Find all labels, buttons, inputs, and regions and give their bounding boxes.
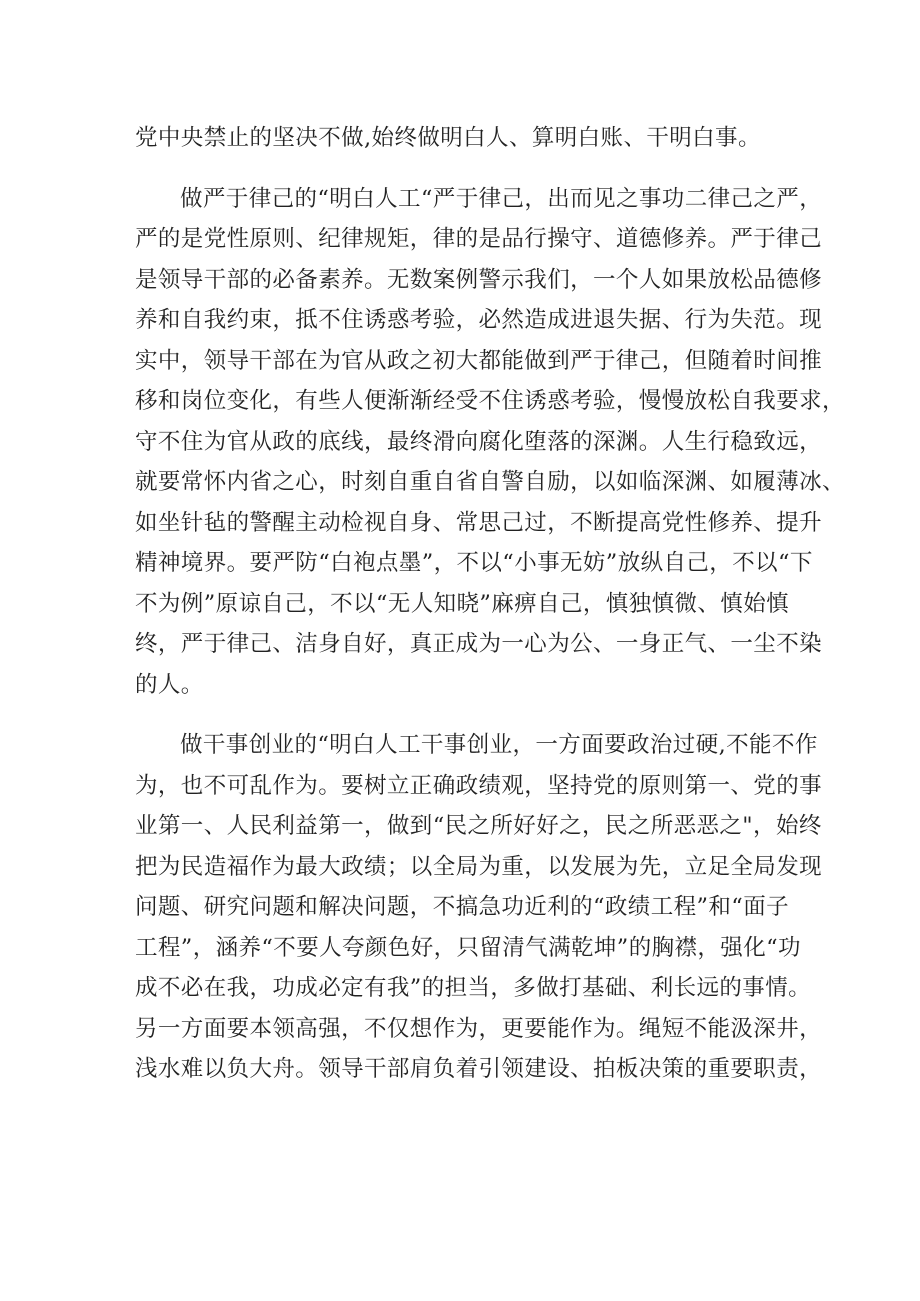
text-line: 党中央禁止的坚决不做,始终做明白人、算明白账、干明白事。	[135, 125, 761, 151]
text-line: 做严于律己的“明白人工“严于律己，出而见之事功二律己之严，	[180, 185, 823, 212]
text-line: 终，严于律己、洁身自好，真正成为一心为公、一身正气、一尘不染	[135, 631, 823, 657]
text-line: 实中，领导干部在为官从政之初大都能做到严于律己，但随着时间推	[135, 347, 823, 374]
text-line: 养和自我约束，抵不住诱惑考验，必然造成进退失据、行为失范。现	[135, 307, 823, 333]
text-line: 不为例”原谅自己，不以“无人知晓”麻痹自己，慎独慎微、慎始慎	[135, 590, 790, 617]
text-line: 的人。	[135, 671, 204, 698]
text-line: 另一方面要本领高强，不仅想作为，更要能作为。绳短不能汲深井，	[135, 1015, 823, 1042]
text-line: 是领导干部的必备素养。无数案例警示我们，一个人如果放松品德修	[135, 266, 823, 293]
text-line: 做干事创业的“明白人工干事创业，一方面要政治过硬,不能不作	[180, 732, 818, 758]
text-line: 成不必在我，功成必定有我”的担当，多做打基础、利长远的事情。	[135, 975, 812, 1001]
text-line: 守不住为官从政的底线，最终滑向腐化堕落的深渊。人生行稳致远，	[135, 428, 823, 455]
text-line: 把为民造福作为最大政绩；以全局为重，以发展为先，立足全局发现	[135, 853, 823, 880]
paragraph-3	[135, 725, 823, 1090]
text-line: 为，也不可乱作为。要树立正确政绩观，坚持党的原则第一、党的事	[135, 772, 823, 799]
document-body	[135, 118, 845, 1090]
paragraph-2	[135, 179, 845, 706]
text-line: 工程”，涵养“不要人夸颜色好，只留清气满乾坤”的胸襟，强化“功	[135, 934, 801, 961]
text-line: 浅水难以负大舟。领导干部肩负着引领建设、拍板决策的重要职责，	[135, 1056, 823, 1082]
text-line: 问题、研究问题和解决问题，不搞急功近利的“政绩工程”和“面子	[135, 894, 790, 920]
text-line: 业第一、人民利益第一，做到“民之所好好之，民之所恶恶之"，始终	[135, 813, 822, 839]
text-line: 如坐针毡的警醒主动检视自身、常思己过，不断提高党性修养、提升	[135, 509, 823, 536]
text-line: 就要常怀内省之心，时刻自重自省自警自励，以如临深渊、如履薄冰、	[135, 469, 845, 495]
text-line: 精神境界。要严防“白袍点墨”，不以“小事无妨”放纵自己，不以“下	[135, 550, 813, 576]
text-line: 严的是党性原则、纪律规矩，律的是品行操守、道德修养。严于律己	[135, 226, 823, 252]
text-line: 移和岗位变化，有些人便渐渐经受不住诱惑考验，慢慢放松自我要求，	[135, 388, 845, 414]
paragraph-1	[135, 118, 795, 159]
